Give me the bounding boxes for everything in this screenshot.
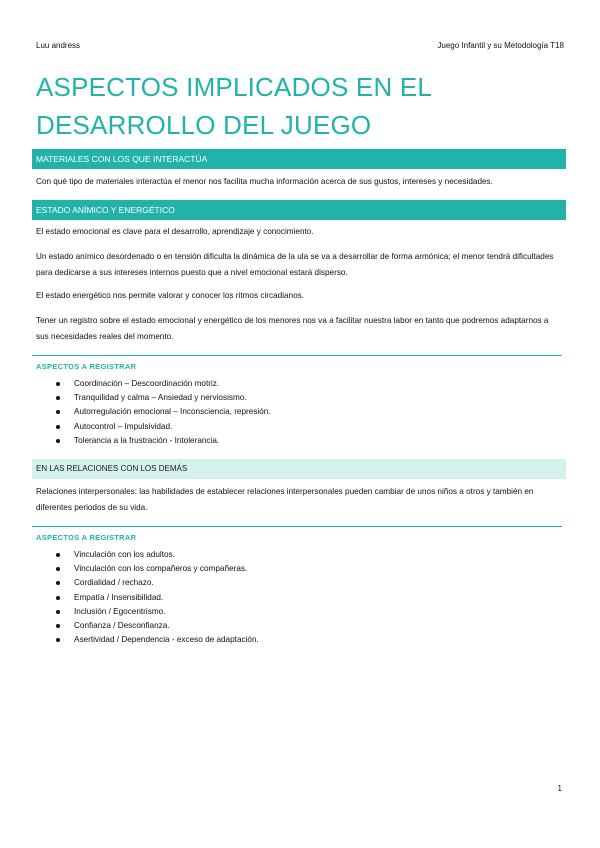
relaciones-register-list: [56, 548, 259, 647]
bullet-icon: [56, 567, 60, 571]
bullet-icon: [56, 439, 60, 443]
section-divider: [32, 526, 562, 527]
page-title: ASPECTOS IMPLICADOS EN EL DESARROLLO DEL JUEGO: [36, 72, 432, 140]
bullet-icon: [56, 410, 60, 414]
section-heading-materiales: MATERIALES CON LOS QUE INTERACTÚA: [32, 149, 566, 169]
bullet-icon: [56, 553, 60, 557]
materiales-text: Con qué tipo de materiales interactúa el menor nos facilita mucha información acerca de sus gustos, intereses y necesidades.: [36, 177, 493, 186]
list-item-text: Asertividad / Dependencia - exceso de adaptación.: [74, 635, 259, 645]
list-item: [56, 591, 259, 605]
bullet-icon: [56, 396, 60, 400]
list-item-text: Coordinación – Descoordinación motriz.: [74, 379, 220, 388]
list-item-text: Vinculación con los compañeros y compañeras.: [74, 564, 248, 574]
list-item-text: Autocontrol – Impulsividad.: [74, 421, 173, 431]
list-item-text: Cordialidad / rechazo.: [74, 578, 154, 588]
section-heading-relaciones: EN LAS RELACIONES CON LOS DEMÁS: [32, 459, 566, 479]
bullet-icon: [56, 624, 60, 628]
list-item-text: Tolerancia a la frustración - Intolerancia.: [74, 435, 220, 445]
list-item: [56, 562, 259, 576]
list-item: [56, 576, 259, 590]
list-item-text: Empatía / Insensibilidad.: [74, 592, 164, 602]
list-item-text: Tranquilidad y calma – Ansiedad y nerviosismo.: [74, 393, 247, 403]
list-item-text: Vinculación con los adultos.: [74, 550, 175, 559]
list-item-text: Autorregulación emocional – Inconsciencia, represión.: [74, 407, 271, 417]
list-item: [56, 605, 259, 619]
section-divider: [32, 355, 562, 356]
list-item: [56, 633, 259, 647]
bullet-icon: [56, 596, 60, 600]
list-item: [56, 391, 271, 405]
list-item: [56, 405, 271, 419]
section-heading-estado: ESTADO ANÍMICO Y ENERGÉTICO: [32, 200, 566, 220]
header-author: Luu andress: [36, 41, 81, 50]
list-item: [56, 619, 259, 633]
register-label-estado: ASPECTOS A REGISTRAR: [36, 362, 137, 371]
estado-paragraph: El estado energético nos permite valorar y conocer los ritmos circadianos.: [36, 291, 305, 300]
bullet-icon: [56, 638, 60, 642]
list-item: [56, 377, 271, 391]
bullet-icon: [56, 425, 60, 429]
register-label-relaciones: ASPECTOS A REGISTRAR: [36, 533, 137, 542]
bullet-icon: [56, 581, 60, 585]
estado-paragraph: Un estado anímico desordenado o en tensión dificulta la dinámica de la ula se va a desarrollar de forma armónica; el menor tendrá dificultades para dedicarse a sus intereses internos puesto que a nivel emocional estará disperso.: [36, 252, 554, 277]
list-item: [56, 434, 271, 448]
list-item: [56, 548, 259, 562]
estado-register-list: [56, 377, 271, 448]
bullet-icon: [56, 610, 60, 614]
bullet-icon: [56, 382, 60, 386]
list-item-text: Confianza / Desconfianza.: [74, 621, 170, 631]
relaciones-text: Relaciones interpersonales: las habilidades de establecer relaciones interpersonales pueden cambiar de unos niños a otros y también en diferentes periodos de su vida.: [36, 487, 534, 512]
estado-paragraph: Tener un registro sobre el estado emocional y energético de los menores nos va a facilitar nuestra labor en tanto que podremos adaptarnos a sus necesidades reales del momento.: [36, 316, 549, 341]
list-item: [56, 420, 271, 434]
list-item-text: Inclusión / Egocentrismo.: [74, 606, 166, 616]
estado-paragraph: El estado emocional es clave para el desarrollo, aprendizaje y conocimiento.: [36, 227, 314, 236]
page-number: 1: [557, 784, 562, 793]
header-course: Juego Infantil y su Metodología T18: [437, 41, 564, 50]
